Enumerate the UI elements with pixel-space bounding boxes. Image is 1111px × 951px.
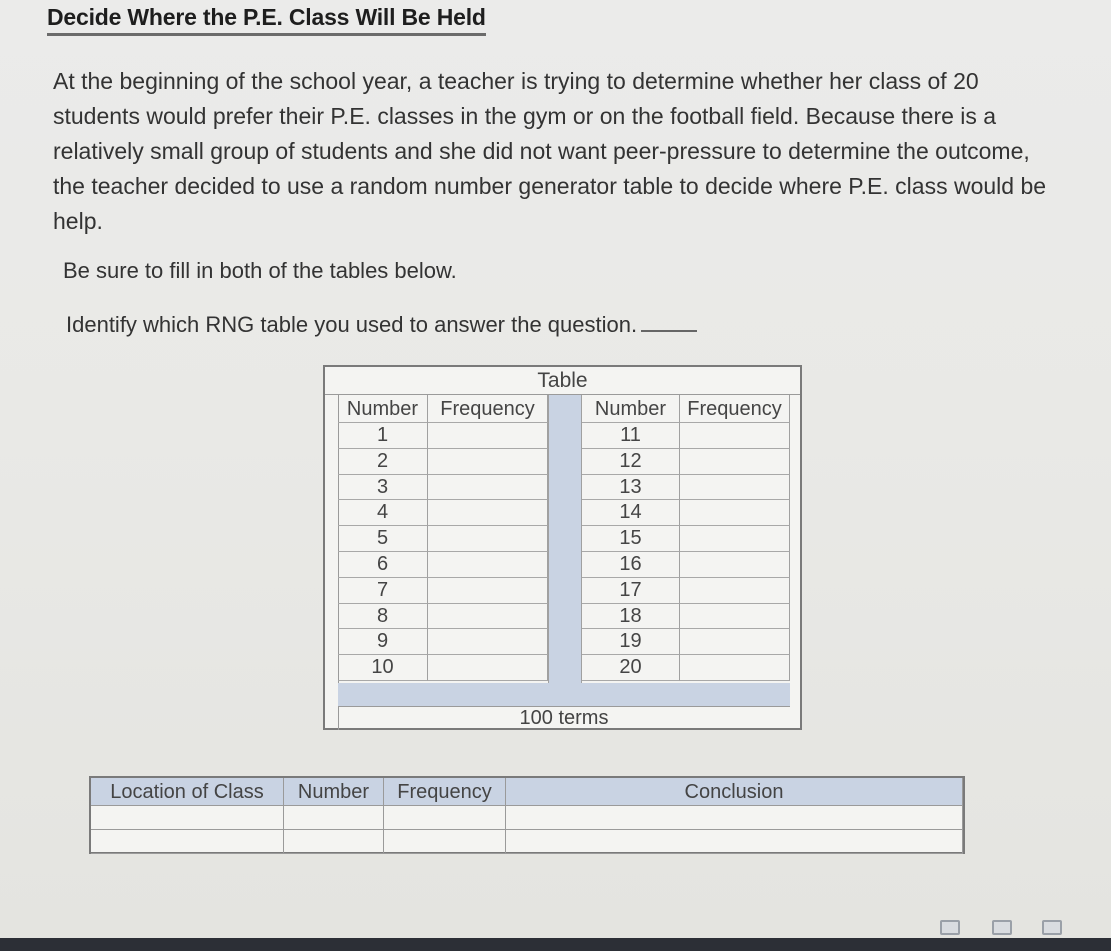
right-frequency-header: Frequency [680,395,790,423]
instruction-text: Be sure to fill in both of the tables below. [63,258,457,283]
page-icon[interactable] [992,920,1012,935]
frequency-header: Frequency [384,778,506,806]
frequency-table [323,365,802,730]
right-frequency-cell[interactable] [680,578,790,604]
right-number-cell: 16 [582,552,680,578]
table-footer: 100 terms [519,707,609,729]
left-number-cell: 1 [338,423,428,449]
left-frequency-cell[interactable] [428,552,548,578]
left-frequency-cell[interactable] [428,655,548,681]
right-frequency-cell[interactable] [680,629,790,655]
left-frequency-cell[interactable] [428,500,548,526]
left-number-cell: 2 [338,449,428,475]
intro-paragraph: At the beginning of the school year, a teacher is trying to determine whether her class of 20 students would prefer their P.E. classes in the gym or on the football field. Because there is a relatively small group of students and she did not want peer-pressure to determine the outcome, the teacher decided to use a random number generator table to decide where P.E. class would be help. [53,68,1047,234]
answer-blank[interactable] [641,330,697,332]
location-cell[interactable] [91,830,284,854]
left-number-header: Number [338,395,428,423]
left-frequency-cell[interactable] [428,629,548,655]
left-number-cell: 10 [338,655,428,681]
right-number-cell: 11 [582,423,680,449]
right-number-cell: 20 [582,655,680,681]
right-frequency-cell[interactable] [680,552,790,578]
left-frequency-cell[interactable] [428,526,548,552]
left-number-cell: 4 [338,500,428,526]
left-number-cell: 9 [338,629,428,655]
left-frequency-cell[interactable] [428,423,548,449]
conclusion-cell[interactable] [506,830,963,854]
frequency-cell[interactable] [384,830,506,854]
frequency-cell[interactable] [384,806,506,830]
left-frequency-header: Frequency [428,395,548,423]
left-number-cell: 8 [338,604,428,630]
number-header: Number [284,778,384,806]
right-frequency-cell[interactable] [680,475,790,501]
number-cell[interactable] [284,830,384,854]
right-number-cell: 14 [582,500,680,526]
right-number-header: Number [582,395,680,423]
right-frequency-cell[interactable] [680,423,790,449]
right-frequency-cell[interactable] [680,526,790,552]
location-cell[interactable] [91,806,284,830]
right-number-cell: 15 [582,526,680,552]
right-number-cell: 18 [582,604,680,630]
rng-question-text: Identify which RNG table you used to answer the question. [66,312,638,337]
right-number-cell: 12 [582,449,680,475]
page-title: Decide Where the P.E. Class Will Be Held [47,4,486,36]
left-number-cell: 5 [338,526,428,552]
right-frequency-cell[interactable] [680,500,790,526]
book-icon[interactable] [940,920,960,935]
location-header: Location of Class [91,778,284,806]
image-icon[interactable] [1042,920,1062,935]
right-frequency-cell[interactable] [680,655,790,681]
conclusion-cell[interactable] [506,806,963,830]
table-caption: Table [325,367,800,395]
bottom-bar [0,938,1111,951]
left-frequency-cell[interactable] [428,604,548,630]
right-number-cell: 17 [582,578,680,604]
number-cell[interactable] [284,806,384,830]
left-frequency-cell[interactable] [428,578,548,604]
left-number-cell: 7 [338,578,428,604]
conclusion-header: Conclusion [506,778,963,806]
left-number-cell: 6 [338,552,428,578]
table-shaded-row [338,683,790,707]
left-frequency-cell[interactable] [428,449,548,475]
right-frequency-cell[interactable] [680,449,790,475]
right-frequency-cell[interactable] [680,604,790,630]
left-number-cell: 3 [338,475,428,501]
location-table [89,776,965,854]
right-number-cell: 13 [582,475,680,501]
right-number-cell: 19 [582,629,680,655]
left-frequency-cell[interactable] [428,475,548,501]
rng-question [66,312,697,338]
table-divider [548,395,582,683]
